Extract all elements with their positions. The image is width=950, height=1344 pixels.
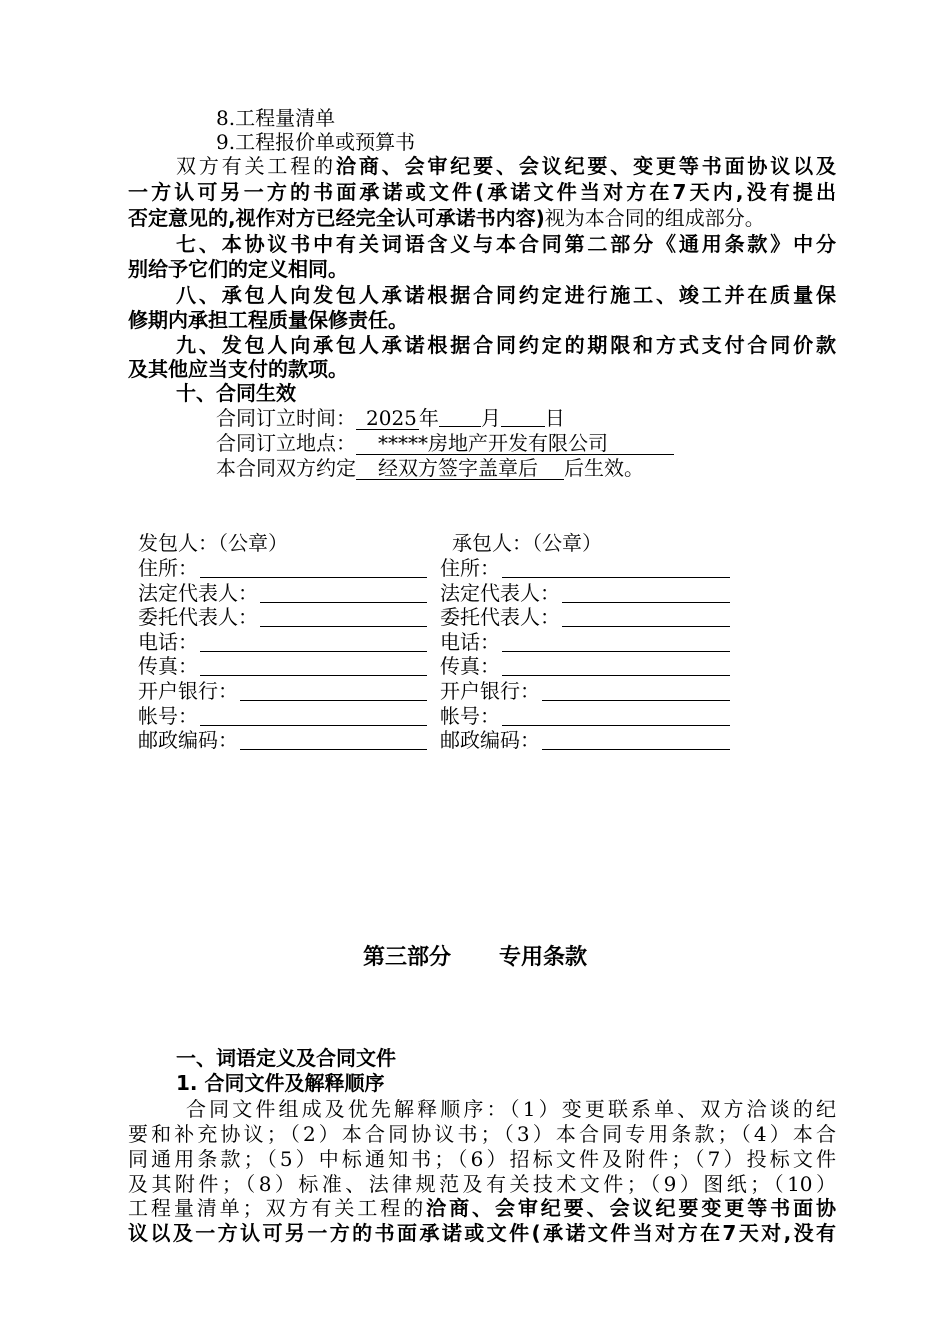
part-three-heading <box>0 944 950 972</box>
employer-title: 发包人：（公章） <box>138 531 288 555</box>
list-item-8: 8.工程量清单 <box>216 106 336 130</box>
para-docs-post: 视为本合同的组成部分。 <box>544 206 765 230</box>
clause-9-line-1: 九、发包人向承包人承诺根据合同约定的期限和方式支付合同价款 <box>176 333 836 357</box>
contractor-field-label: 委托代表人： <box>440 605 560 629</box>
employer-field-label: 法定代表人： <box>138 581 258 605</box>
contractor-field-label: 法定代表人： <box>440 581 560 605</box>
special-terms-label: 专用条款 <box>499 945 588 970</box>
contract-agree-label: 本合同双方约定 <box>216 456 356 480</box>
section-1-title: 一、词语定义及合同文件 <box>176 1046 396 1070</box>
section-1-para-line-3: 同通用条款；（5）中标通知书；（6）招标文件及附件；（7）投标文件 <box>128 1147 836 1171</box>
clause-7-line-2: 别给予它们的定义相同。 <box>128 257 348 281</box>
contract-place-value: *****房地产开发有限公司 <box>356 432 674 455</box>
contract-agree-value: 经双方签字盖章后 <box>356 457 564 480</box>
employer-field-label: 委托代表人： <box>138 605 258 629</box>
contract-time-row <box>216 406 565 430</box>
employer-field-blank <box>200 724 427 726</box>
contractor-field-blank <box>542 699 730 701</box>
contractor-field-label: 邮政编码： <box>440 728 540 752</box>
section-1-para-line-4: 及其附件；（8）标准、法律规范及有关技术文件；（9）图纸；（10） <box>128 1172 836 1196</box>
contract-agree-post: 后生效。 <box>564 456 644 480</box>
employer-field-label: 住所： <box>138 556 198 580</box>
contractor-field-blank <box>502 674 730 676</box>
employer-field-blank <box>260 601 427 603</box>
section-1-para-line-1: 合同文件组成及优先解释顺序：（1）变更联系单、双方洽谈的纪 <box>186 1097 836 1121</box>
contractor-field-label: 帐号： <box>440 704 500 728</box>
employer-field-blank <box>200 674 427 676</box>
contract-time-label: 合同订立时间： <box>216 406 356 430</box>
employer-field-blank <box>200 650 427 652</box>
contract-time-year: 2025 <box>356 407 419 430</box>
clause-8-line-2: 修期内承担工程质量保修责任。 <box>128 308 408 332</box>
para-docs-bold-1: 洽商、会审纪要、会议纪要、变更等书面协议以及 <box>336 154 836 178</box>
para-docs-line-1 <box>176 154 836 178</box>
section-1-para-line-5 <box>128 1196 836 1220</box>
day-char: 日 <box>544 406 565 430</box>
contractor-field-blank <box>542 748 730 750</box>
employer-field-blank <box>240 699 427 701</box>
day-blank <box>501 406 545 427</box>
month-blank <box>439 406 481 427</box>
clause-8-line-1: 八、承包人向发包人承诺根据合同约定进行施工、竣工并在质量保 <box>176 283 836 307</box>
contractor-field-label: 传真： <box>440 654 500 678</box>
section-1-para-pre: 工程量清单；双方有关工程的 <box>128 1196 427 1220</box>
contract-place-label: 合同订立地点： <box>216 431 356 455</box>
month-char: 月 <box>480 406 501 430</box>
para-docs-line-2: 一方认可另一方的书面承诺或文件(承诺文件当对方在7天内,没有提出 <box>128 180 836 204</box>
contractor-field-blank <box>502 650 730 652</box>
employer-field-label: 开户银行： <box>138 679 238 703</box>
clause-9-line-2: 及其他应当支付的款项。 <box>128 357 348 381</box>
contract-effect-row <box>216 456 644 480</box>
employer-field-label: 邮政编码： <box>138 728 238 752</box>
para-docs-pre: 双方有关工程的 <box>176 154 336 178</box>
employer-field-label: 帐号： <box>138 704 198 728</box>
para-docs-bold-3: 否定意见的,视作对方已经完全认可承诺书内容) <box>128 206 545 230</box>
employer-field-blank <box>200 576 427 578</box>
contractor-field-label: 住所： <box>440 556 500 580</box>
contractor-field-label: 电话： <box>440 630 500 654</box>
section-1-para-line-6: 议以及一方认可另一方的书面承诺或文件(承诺文件当对方在7天对,没有 <box>128 1221 836 1245</box>
contractor-field-blank <box>502 724 730 726</box>
part-three-label: 第三部分 <box>362 945 451 970</box>
contractor-title: 承包人：（公章） <box>452 531 602 555</box>
contractor-field-blank <box>562 625 730 627</box>
section-1-para-line-2: 要和补充协议；（2）本合同协议书；（3）本合同专用条款；（4）本合 <box>128 1122 836 1146</box>
employer-field-label: 电话： <box>138 630 198 654</box>
clause-7-line-1: 七、本协议书中有关词语含义与本合同第二部分《通用条款》中分 <box>176 232 836 256</box>
section-1-para-bold-5: 洽商、会审纪要、会议纪要变更等书面协 <box>426 1196 837 1220</box>
year-char: 年 <box>418 406 439 430</box>
contract-place-row <box>216 431 674 455</box>
contractor-field-blank <box>562 601 730 603</box>
section-1-subtitle: 1. 合同文件及解释顺序 <box>176 1071 385 1095</box>
para-docs-line-3 <box>128 206 836 230</box>
contractor-field-label: 开户银行： <box>440 679 540 703</box>
employer-field-blank <box>240 748 427 750</box>
clause-10-title: 十、合同生效 <box>176 381 296 405</box>
contractor-field-blank <box>502 576 730 578</box>
employer-field-label: 传真： <box>138 654 198 678</box>
list-item-9: 9.工程报价单或预算书 <box>216 130 416 154</box>
employer-field-blank <box>260 625 427 627</box>
